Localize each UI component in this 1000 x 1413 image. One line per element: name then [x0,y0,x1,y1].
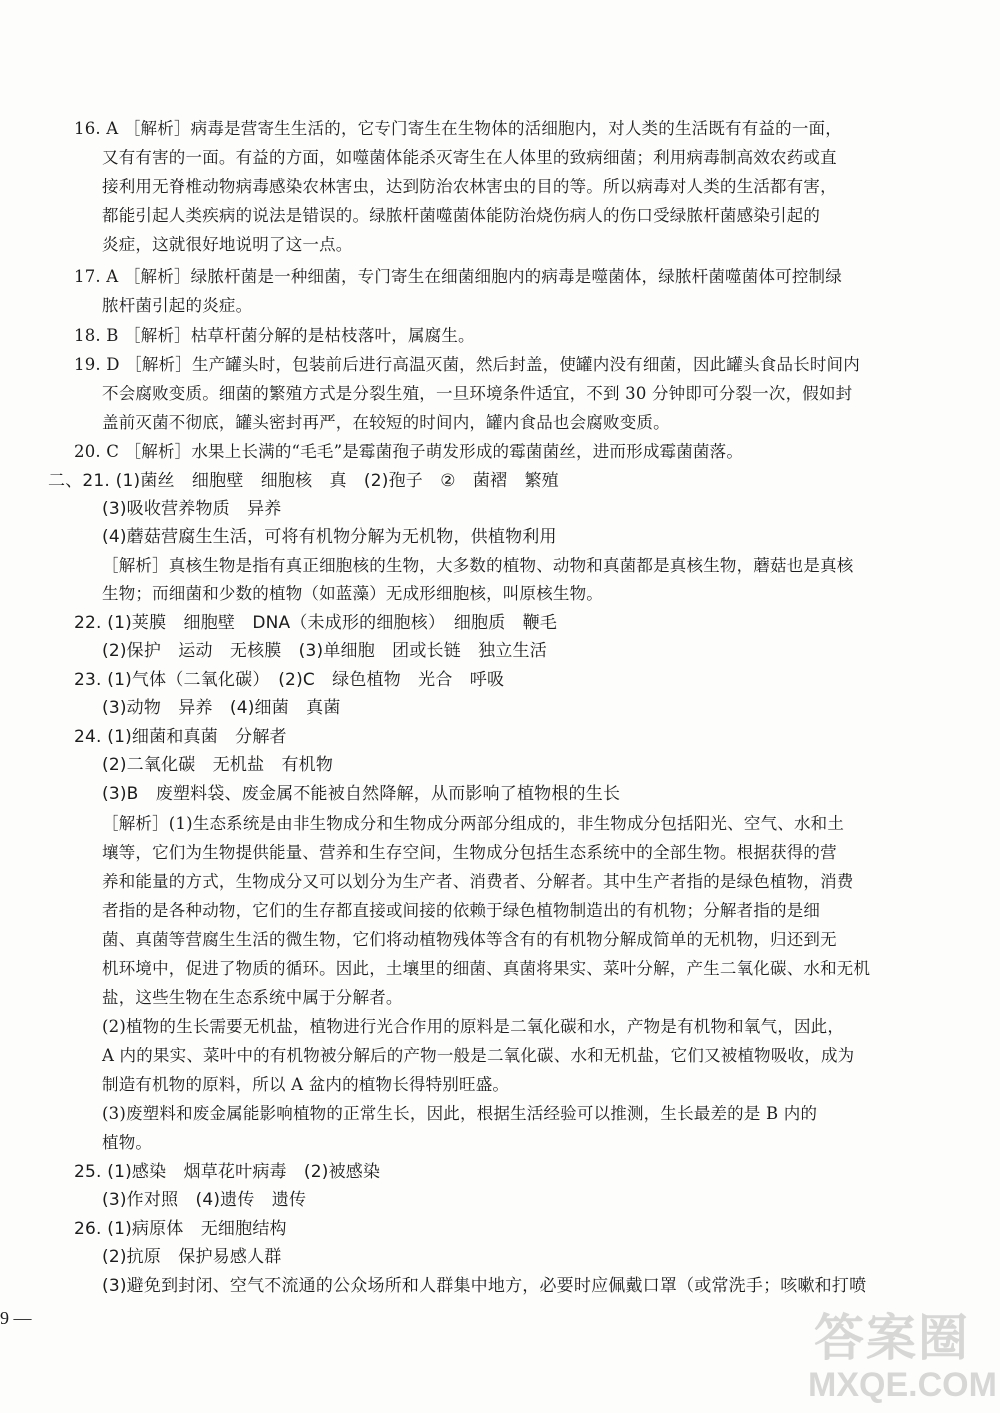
watermark-url: MXQE.COM [808,1366,997,1404]
answer-16-line-3: 接利用无脊椎动物病毒感染农林害虫，达到防治农林害虫的目的等。所以病毒对人类的生活都有害， [102,177,837,196]
answer-24-analysis-12: 植物。 [102,1133,153,1152]
answer-24-analysis-6: 机环境中，促进了物质的循环。因此，土壤里的细菌、真菌将果实、菜叶分解，产生二氧化碳、水和无机 [102,959,871,978]
answer-18-line-1: 18. B ［解析］枯草杆菌分解的是枯枝落叶，属腐生。 [74,326,475,345]
answer-22-line-2: (2)保护 运动 无核膜 (3)单细胞 团或长链 独立生活 [102,641,547,661]
answer-24-analysis-1: ［解析］(1)生态系统是由非生物成分和生物成分两部分组成的，非生物成分包括阳光、空气、水和土 [102,814,845,833]
answer-16-line-1: 16. A ［解析］病毒是营寄生生活的，它专门寄生在生物体的活细胞内，对人类的生活既有有益的一面， [74,119,842,138]
answer-23-line-1: 23. (1)气体（二氧化碳） (2)C 绿色植物 光合 呼吸 [74,670,505,690]
answer-24-analysis-9: A 内的果实、菜叶中的有机物被分解后的产物一般是二氧化碳、水和无机盐，它们又被植物吸收，成为 [102,1046,855,1065]
answer-16-line-2: 又有有害的一面。有益的方面，如噬菌体能杀灭寄生在人体里的致病细菌；利用病毒制高效农药或直 [102,148,837,167]
answer-24-analysis-5: 菌、真菌等营腐生生活的微生物，它们将动植物残体等含有的有机物分解成简单的无机物，归还到无 [102,930,837,949]
answer-21-line-3: (4)蘑菇营腐生生活，可将有机物分解为无机物，供植物利用 [102,527,557,547]
answer-16-line-5: 炎症，这就很好地说明了这一点。 [102,235,353,254]
answer-24-analysis-7: 盐，这些生物在生态系统中属于分解者。 [102,988,403,1007]
answer-26-line-3: (3)避免到封闭、空气不流通的公众场所和人群集中地方，必要时应佩戴口罩（或常洗手；咳嗽和打喷 [102,1276,867,1296]
watermark-logo [800,1298,1000,1413]
answer-25-line-1: 25. (1)感染 烟草花叶病毒 (2)被感染 [74,1162,381,1182]
answer-24-line-1: 24. (1)细菌和真菌 分解者 [74,727,287,747]
answer-19-line-3: 盖前灭菌不彻底，罐头密封再严，在较短的时间内，罐内食品也会腐败变质。 [102,413,670,432]
answer-23-line-2: (3)动物 异养 (4)细菌 真菌 [102,698,341,718]
answer-16-line-4: 都能引起人类疾病的说法是错误的。绿脓杆菌噬菌体能防治烧伤病人的伤口受绿脓杆菌感染引起的 [102,206,821,225]
answer-19-line-2: 不会腐败变质。细菌的繁殖方式是分裂生殖，一旦环境条件适宜，不到 30 分钟即可分裂一次，假如封 [102,384,853,403]
answer-24-analysis-10: 制造有机物的原料，所以 A 盆内的植物长得特别旺盛。 [102,1075,510,1094]
answer-24-analysis-8: (2)植物的生长需要无机盐，植物进行光合作用的原料是二氧化碳和水，产物是有机物和氧气，因此， [102,1017,845,1036]
answer-19-line-1: 19. D ［解析］生产罐头时，包装前后进行高温灭菌，然后封盖，使罐内没有细菌，因此罐头食品长时间内 [74,355,860,374]
answer-25-line-2: (3)作对照 (4)遗传 遗传 [102,1190,307,1210]
answer-26-line-2: (2)抗原 保护易感人群 [102,1247,282,1267]
watermark-text: 答案圈 [814,1309,970,1367]
answer-24-analysis-3: 养和能量的方式，生物成分又可以划分为生产者、消费者、分解者。其中生产者指的是绿色植物，消费 [102,872,854,891]
page-number: 9 — [0,1308,32,1328]
answer-24-analysis-11: (3)废塑料和废金属能影响植物的正常生长，因此，根据生活经验可以推测，生长最差的是 B 内的 [102,1104,818,1123]
answer-17-line-1: 17. A ［解析］绿脓杆菌是一种细菌，专门寄生在细菌细胞内的病毒是噬菌体，绿脓杆菌噬菌体可控制绿 [74,267,842,286]
answer-22-line-1: 22. (1)荚膜 细胞壁 DNA（未成形的细胞核） 细胞质 鞭毛 [74,613,558,633]
answer-21-analysis-1: ［解析］真核生物是指有真正细胞核的生物，大多数的植物、动物和真菌都是真核生物，蘑菇也是真核 [102,556,854,575]
answer-21-line-2: (3)吸收营养物质 异养 [102,499,282,519]
answer-24-line-3: (3)B 废塑料袋、废金属不能被自然降解，从而影响了植物根的生长 [102,784,621,804]
answer-20-line-1: 20. C ［解析］水果上长满的“毛毛”是霉菌孢子萌发形成的霉菌菌丝，进而形成霉菌菌落。 [74,442,744,461]
answer-26-line-1: 26. (1)病原体 无细胞结构 [74,1219,287,1239]
answer-24-line-2: (2)二氧化碳 无机盐 有机物 [102,755,334,775]
answer-24-analysis-4: 者指的是各种动物，它们的生存都直接或间接的依赖于绿色植物制造出的有机物；分解者指的是细 [102,901,821,920]
answer-21-line-1: 二、21. (1)菌丝 细胞壁 细胞核 真 (2)孢子 ② 菌褶 繁殖 [48,471,559,491]
answer-21-analysis-2: 生物；而细菌和少数的植物（如蓝藻）无成形细胞核，叫原核生物。 [102,584,603,603]
answer-24-analysis-2: 壤等，它们为生物提供能量、营养和生存空间，生物成分包括生态系统中的全部生物。根据获得的营 [102,843,837,862]
answer-17-line-2: 脓杆菌引起的炎症。 [102,296,253,315]
